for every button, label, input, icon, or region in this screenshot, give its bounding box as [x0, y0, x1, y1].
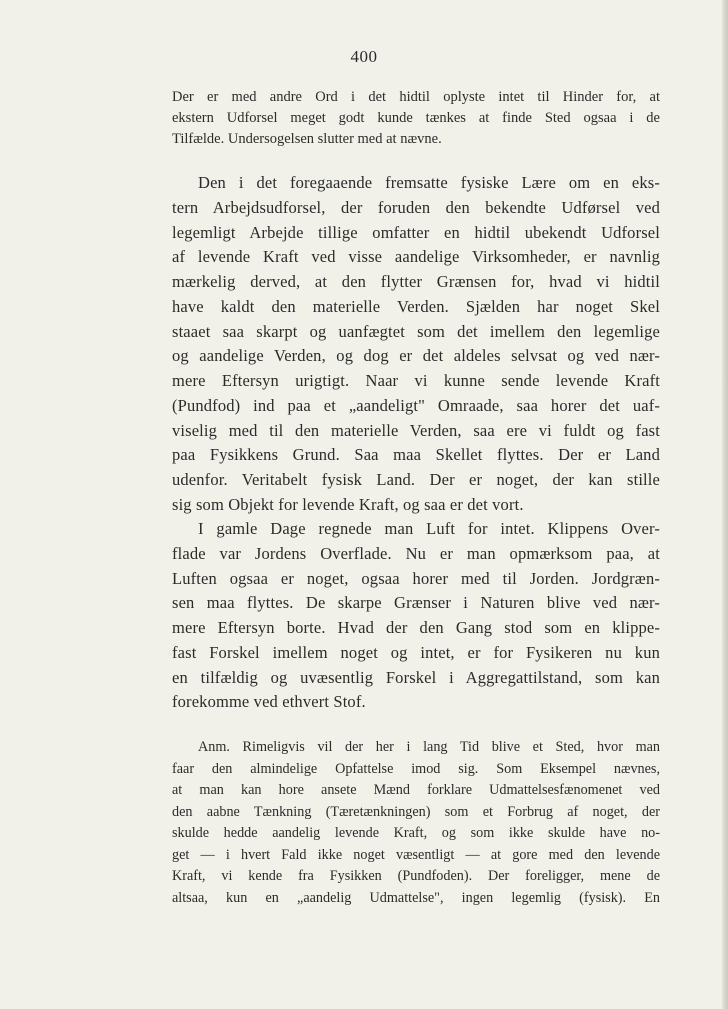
- text-line: have kaldt den materielle Verden. Sjælden har noget Skel: [172, 296, 660, 316]
- text-line: altsaa, kun en „aandelig Udmattelse", ingen legemlig (fysisk). En: [172, 889, 660, 906]
- text-line: skulde hedde aandelig levende Kraft, og som ikke skulde have no-: [172, 825, 660, 841]
- main-paragraph-1: [172, 171, 660, 518]
- text-line: get — i hvert Fald ikke noget væsentligt — at gore med den levende: [172, 846, 660, 863]
- text-line: viselig med til den materielle Verden, saa ere vi fuldt og fast: [172, 420, 660, 440]
- text-line: ekstern Udforsel meget godt kunde tænkes at finde Sted ogsaa i de: [172, 110, 660, 126]
- text-line: sig som Objekt for levende Kraft, og saa er det vort.: [172, 494, 524, 514]
- text-line: flade var Jordens Overflade. Nu er man opmærksom paa, at: [172, 543, 660, 563]
- text-line: Anm. Rimeligvis vil der her i lang Tid blive et Sted, hvor man: [198, 739, 660, 755]
- intro-paragraph: [172, 87, 660, 150]
- text-line: en tilfældig og uvæsentlig Forskel i Aggregattilstand, som kan: [172, 667, 660, 687]
- text-line: mere Eftersyn urigtigt. Naar vi kunne sende levende Kraft: [172, 371, 660, 390]
- text-line: Der er med andre Ord i det hidtil oplyste intet til Hinder for, at: [172, 89, 660, 105]
- text-line: mere Eftersyn borte. Hvad der den Gang stod som en klippe-: [172, 618, 660, 637]
- text-line: at man kan hore ansete Mænd forklare Udmattelsesfænomenet ved: [172, 782, 660, 798]
- text-line: Tilfælde. Undersogelsen slutter med at nævne.: [172, 131, 442, 147]
- text-line: den aabne Tænkning (Tæretænkningen) som et Forbrug af noget, der: [172, 803, 660, 820]
- text-line: forekomme ved ethvert Stof.: [172, 692, 366, 712]
- text-line: Den i det foregaaende fremsatte fysiske Lære om en eks-: [198, 173, 660, 192]
- text-line: Kraft, vi kende fra Fysikken (Pundfoden). Der foreligger, mene de: [172, 868, 660, 884]
- text-line: fast Forskel imellem noget og intet, er for Fysikeren nu kun: [172, 642, 660, 662]
- text-line: I gamle Dage regnede man Luft for intet. Klippens Over-: [198, 519, 660, 538]
- text-line: paa Fysikkens Grund. Saa maa Skellet flyttes. Der er Land: [172, 445, 660, 465]
- text-line: tern Arbejdsudforsel, der foruden den bekendte Udførsel ved: [172, 197, 660, 217]
- text-line: faar den almindelige Opfattelse imod sig. Som Eksempel nævnes,: [172, 760, 660, 777]
- text-line: sen maa flyttes. De skarpe Grænser i Naturen blive ved nær-: [172, 593, 660, 613]
- page-edge: [722, 0, 728, 1009]
- text-line: staaet saa skarpt og uanfægtet som det imellem den legemlige: [172, 321, 660, 341]
- footnote-block: [172, 737, 660, 909]
- text-line: mærkelig derved, at den flytter Grænsen for, hvad vi hidtil: [172, 272, 660, 291]
- text-line: Luften ogsaa er noget, ogsaa horer med til Jorden. Jordgræn-: [172, 568, 660, 588]
- main-paragraph-2: [172, 517, 660, 715]
- text-line: af levende Kraft ved visse aandelige Virksomheder, er navnlig: [172, 247, 660, 267]
- page-number: 400: [350, 47, 378, 66]
- text-line: udenfor. Veritabelt fysisk Land. Der er noget, der kan stille: [172, 470, 660, 489]
- text-line: (Pundfod) ind paa et „aandeligt" Omraade, saa horer det uaf-: [172, 395, 660, 415]
- text-line: og aandelige Verden, og dog er det aldeles selvsat og ved nær-: [172, 346, 660, 366]
- text-line: legemligt Arbejde tillige omfatter en hidtil ubekendt Udforsel: [172, 222, 660, 242]
